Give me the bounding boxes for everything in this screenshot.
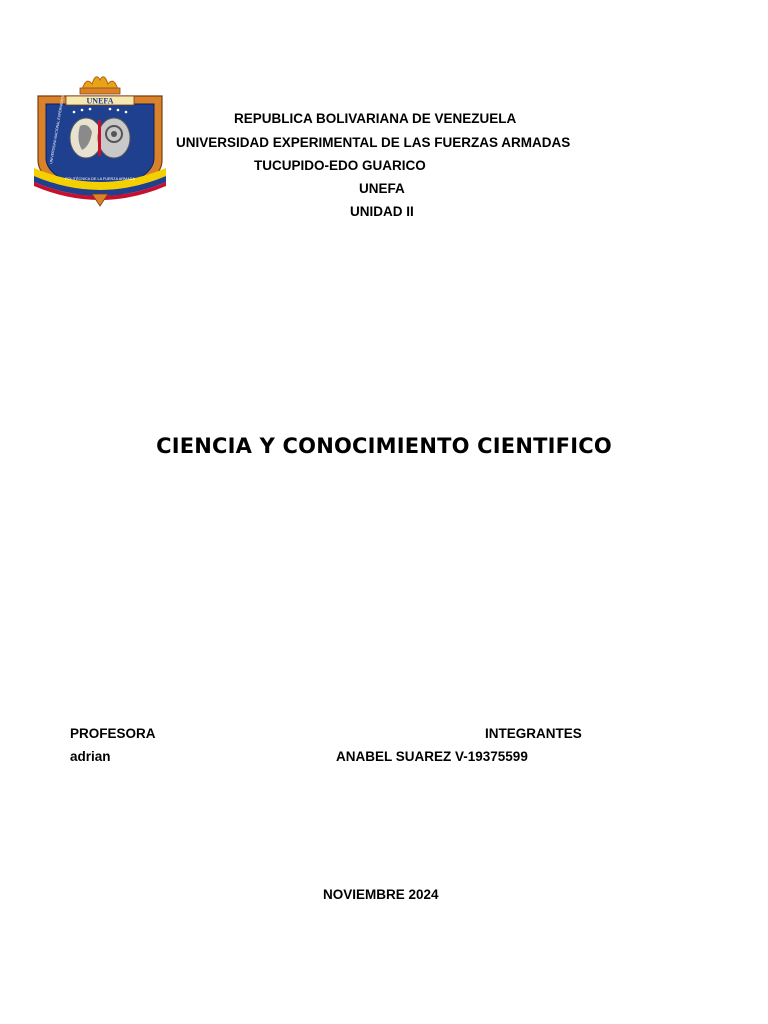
professor-label: PROFESORA xyxy=(70,726,156,741)
document-date: NOVIEMBRE 2024 xyxy=(323,887,439,902)
header-line-university: UNIVERSIDAD EXPERIMENTAL DE LAS FUERZAS ARMADAS xyxy=(176,135,571,150)
university-logo xyxy=(30,68,170,208)
header-line-location: TUCUPIDO-EDO GUARICO xyxy=(254,158,426,173)
member-name: ANABEL SUAREZ V-19375599 xyxy=(336,749,528,764)
logo-ring-bottom-text: POLITÉCNICA DE LA FUERZA ARMADA xyxy=(64,177,136,181)
header-line-unit: UNIDAD II xyxy=(350,204,414,219)
document-title: CIENCIA Y CONOCIMIENTO CIENTIFICO xyxy=(156,434,612,458)
logo-ring-left-text: UNIVERSIDAD NACIONAL EXPERIMENTAL xyxy=(49,92,66,165)
header-line-acronym: UNEFA xyxy=(359,181,405,196)
members-label: INTEGRANTES xyxy=(485,726,582,741)
header-line-country: REPUBLICA BOLIVARIANA DE VENEZUELA xyxy=(234,111,517,126)
professor-name: adrian xyxy=(70,749,111,764)
logo-banner-text: UNEFA xyxy=(86,96,114,106)
